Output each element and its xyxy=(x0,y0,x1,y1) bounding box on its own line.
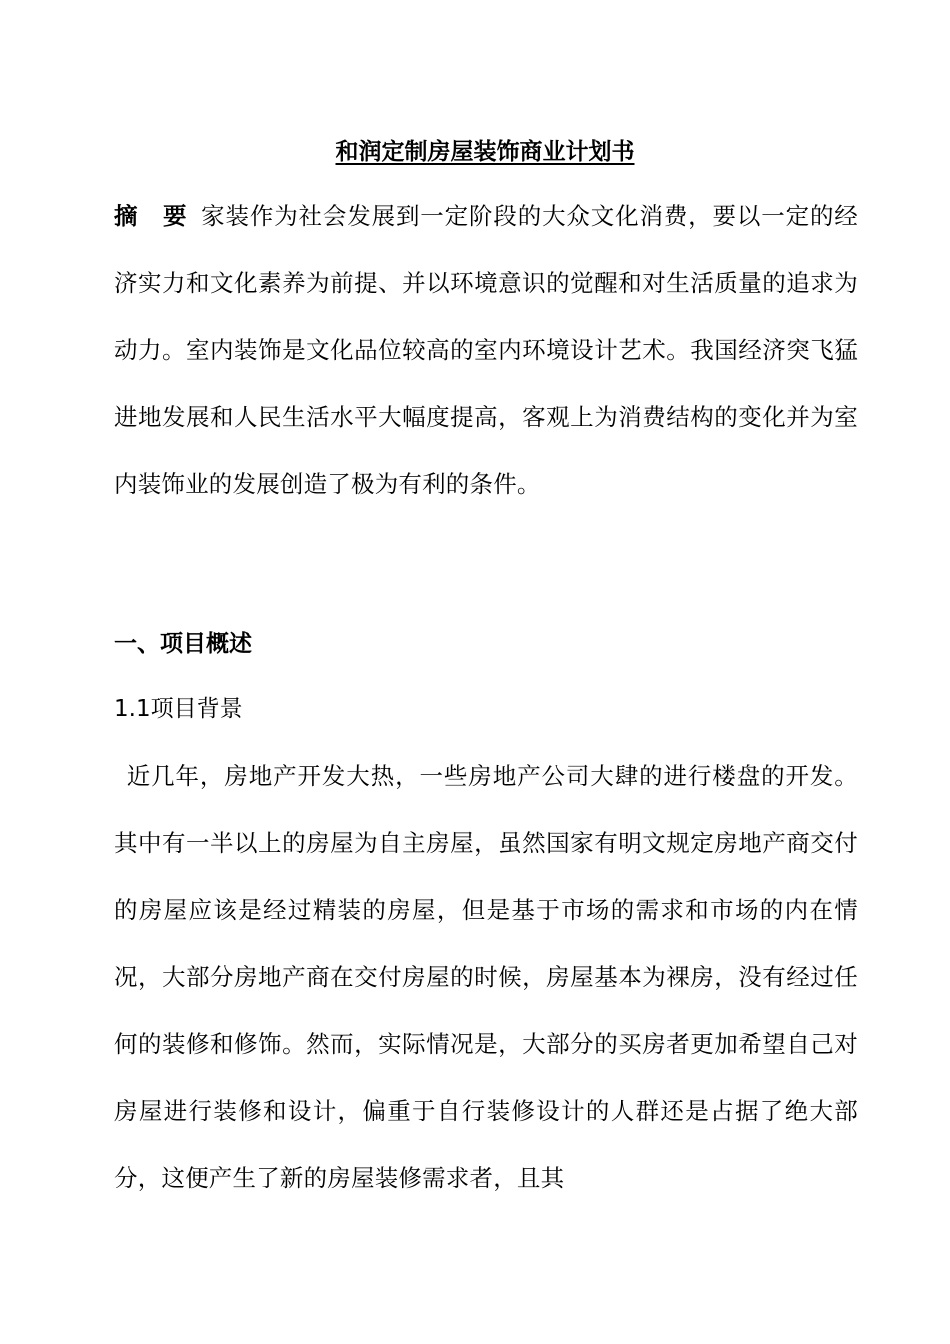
abstract-paragraph xyxy=(114,183,858,518)
document-title: 和润定制房屋装饰商业计划书 xyxy=(335,139,635,165)
background-text: 近几年，房地产开发大热，一些房地产公司大肆的进行楼盘的开发。其中有一半以上的房屋为自主房屋，虽然国家有明文规定房地产商交付的房屋应该是经过精装的房屋，但是基于市场的需求和市场的内在情况，大部分房地产商在交付房屋的时候，房屋基本为裸房，没有经过任何的装修和修饰。然而，实际情况是，大部分的买房者更加希望自己对房屋进行装修和设计，偏重于自行装修设计的人群还是占据了绝大部分，这便产生了新的房屋装修需求者，且其 xyxy=(114,762,858,1192)
section-heading: 一、项目概述 xyxy=(114,631,252,657)
abstract-label: 摘 要 xyxy=(114,202,196,230)
subsection-heading: 1.1项目背景 xyxy=(114,696,243,722)
background-paragraph xyxy=(114,743,858,1212)
abstract-text: 家装作为社会发展到一定阶段的大众文化消费，要以一定的经济实力和文化素养为前提、并以环境意识的觉醒和对生活质量的追求为动力。室内装饰是文化品位较高的室内环境设计艺术。我国经济突飞猛进地发展和人民生活水平大幅度提高，客观上为消费结构的变化并为室内装饰业的发展创造了极为有利的条件。 xyxy=(114,202,858,498)
